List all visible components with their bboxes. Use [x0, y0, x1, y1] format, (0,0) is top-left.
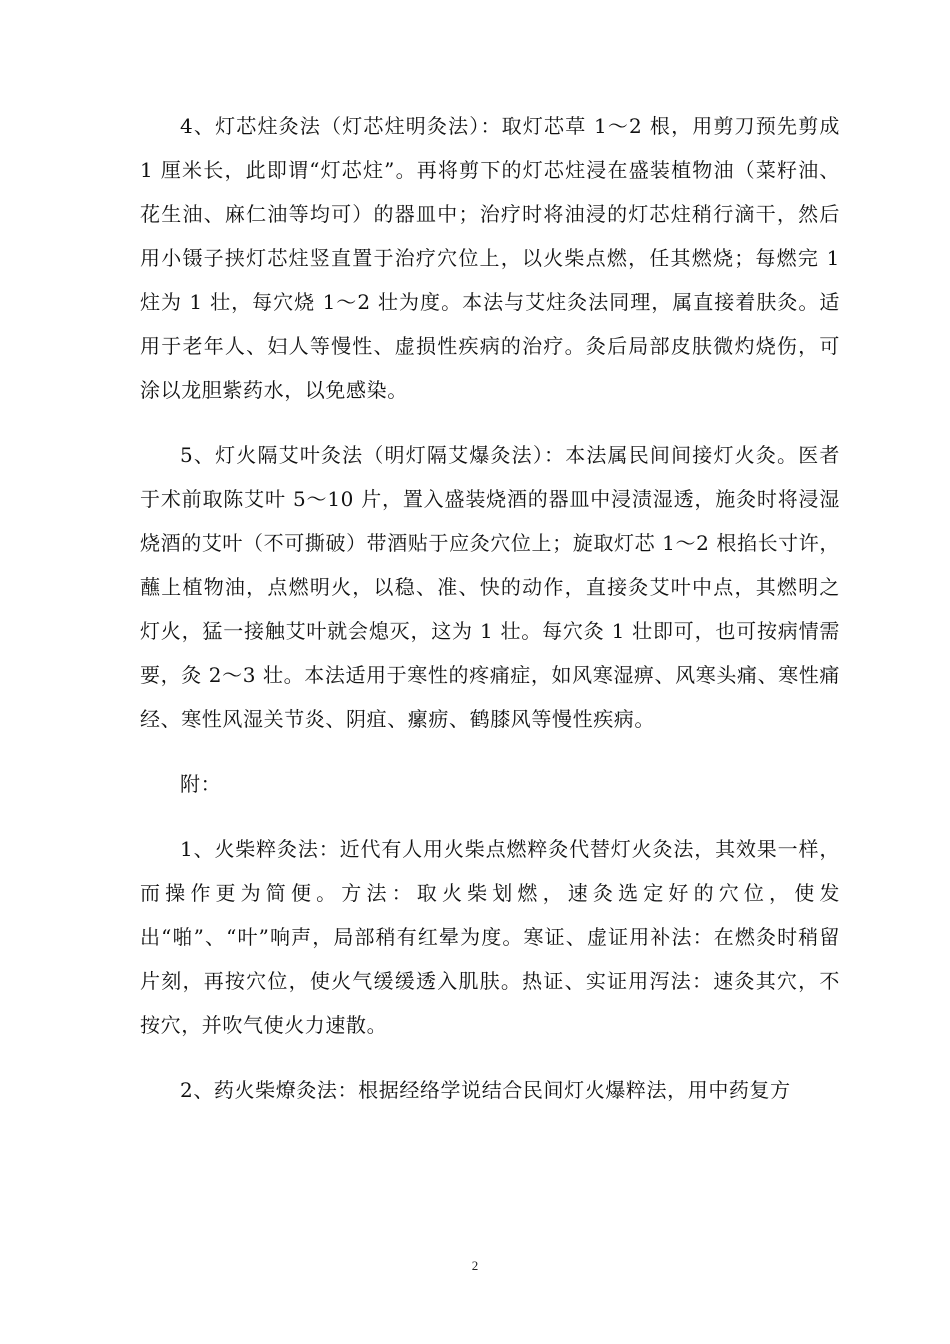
paragraph-appendix-heading: 附：	[180, 772, 222, 796]
paragraph-lamp-fire-mugwort-moxibustion: 5、灯火隔艾叶灸法（明灯隔艾爆灸法）：本法属民间间接灯火灸。医者于术前取陈艾叶 5～10 片，置入盛装烧酒的器皿中浸渍湿透，施灸时将浸湿烧酒的艾叶（不可撕破）带酒贴于应灸穴位上；旋取灯芯 1～2 根掐长寸许，蘸上植物油，点燃明火，以稳、准、快的动作，直接灸艾叶中点，其燃明之灯火，猛一接触艾叶就会熄灭，这为 1 壮。每穴灸 1 壮即可，也可按病情需要，灸 2～3 壮。本法适用于寒性的疼痛症，如风寒湿痹、风寒头痛、寒性痛经、寒性风湿关节炎、阴疽、瘰疬、鹤膝风等慢性疾病。	[140, 443, 840, 731]
paragraph-lamp-wick-moxibustion: 4、灯芯炷灸法（灯芯炷明灸法）：取灯芯草 1～2 根，用剪刀预先剪成 1 厘米长，此即谓“灯芯炷”。再将剪下的灯芯炷浸在盛装植物油（菜籽油、花生油、麻仁油等均可）的器皿中；治疗时将油浸的灯芯炷稍行滴干，然后用小镊子挟灯芯炷竖直置于治疗穴位上，以火柴点燃，任其燃烧；每燃完 1 炷为 1 壮，每穴烧 1～2 壮为度。本法与艾炷灸法同理，属直接着肤灸。适用于老年人、妇人等慢性、虚损性疾病的治疗。灸后局部皮肤微灼烧伤，可涂以龙胆紫药水，以免感染。	[140, 114, 840, 402]
document-body	[140, 104, 840, 1133]
paragraph-medicated-match-moxibustion: 2、药火柴燎灸法：根据经络学说结合民间灯火爆粹法，用中药复方	[180, 1078, 791, 1102]
paragraph-match-moxibustion: 1、火柴粹灸法：近代有人用火柴点燃粹灸代替灯火灸法，其效果一样，而操作更为简便。方法：取火柴划燃，速灸选定好的穴位，使发出“啪”、“叶”响声，局部稍有红晕为度。寒证、虚证用补法：在燃灸时稍留片刻，再按穴位，使火气缓缓透入肌肤。热证、实证用泻法：速灸其穴，不按穴，并吹气使火力速散。	[140, 837, 840, 1037]
page-number: 2	[471, 1258, 479, 1273]
